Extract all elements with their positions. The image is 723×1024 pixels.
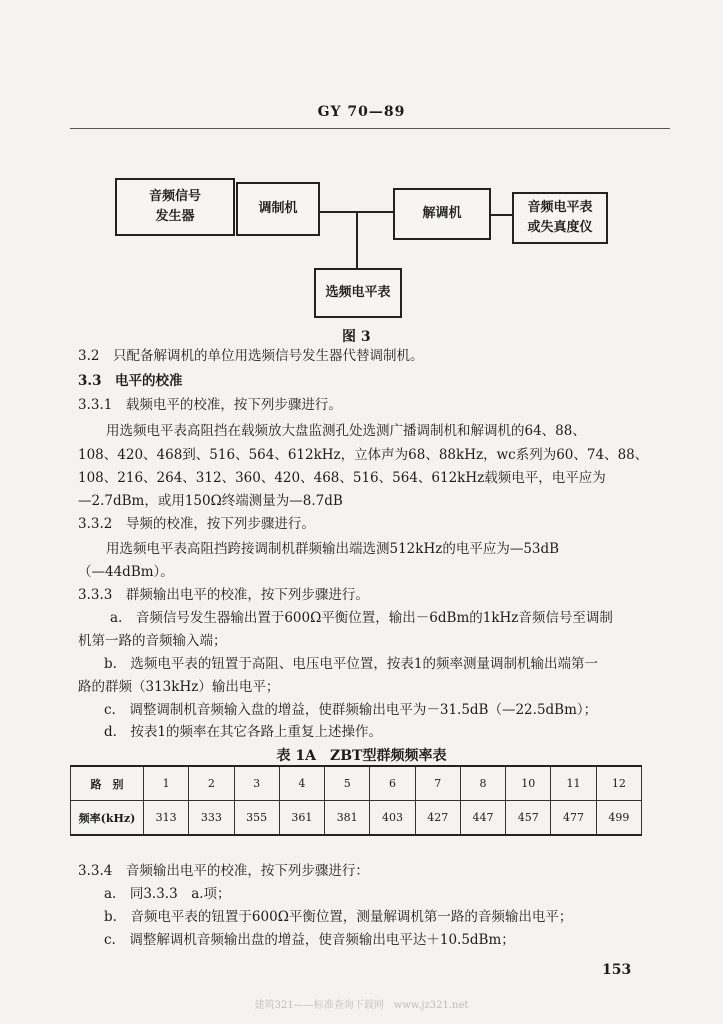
para-3-3-1-line4: —2.7dBm，或用150Ω终端测量为—8.7dB [78,493,343,509]
demodulator-label: 解调机 [422,206,462,221]
table-row-channels [71,766,642,801]
heading-3-3: 3.3 电平的校准 [78,373,183,389]
table-title: 表 1A ZBT型群频频率表 [276,748,447,764]
channel-cell: 2 [189,766,234,801]
frequency-cell: 403 [370,801,415,836]
para-3-3-1-line3: 108、216、264、312、360、420、468、516、564、612kHz载频电平，电平应为 [78,470,606,486]
demodulator-box [393,188,491,240]
item-334-c: c. 调整解调机音频输出盘的增益，使音频输出电平达＋10.5dBm； [104,932,515,948]
channel-cell: 4 [279,766,324,801]
table-row-frequencies [71,801,642,836]
frequency-cell: 361 [279,801,324,836]
frequency-cell: 457 [506,801,551,836]
heading-3-3-3: 3.3.3 群频输出电平的校准，按下列步骤进行。 [78,587,369,603]
channel-cell: 12 [596,766,641,801]
channel-cell: 10 [506,766,551,801]
para-3-2: 3.2 只配备解调机的单位用选频信号发生器代替调制机。 [78,348,424,364]
channel-cell: 5 [325,766,370,801]
channel-cell: 8 [460,766,505,801]
row-header-channel: 路 别 [71,766,144,801]
para-3-3-1-line1: 用选频电平表高阻挡在载频放大盘监测孔处选测广播调制机和解调机的64、88、 [106,423,586,439]
channel-cell: 11 [551,766,596,801]
channel-cell: 3 [234,766,279,801]
frequency-cell: 477 [551,801,596,836]
page-number: 153 [602,962,632,978]
item-b-line2: 路的群频（313kHz）输出电平； [78,679,280,695]
footer-watermark: 建筑321——标准查询下载网 www.jz321.net [254,1000,469,1011]
heading-3-3-4: 3.3.4 音频输出电平的校准，按下列步骤进行： [78,863,369,879]
heading-3-3-1: 3.3.1 载频电平的校准，按下列步骤进行。 [78,397,342,413]
item-a-line1: a. 音频信号发生器输出置于600Ω平衡位置，输出－6dBm的1kHz音频信号至调制 [110,610,613,626]
figure-caption: 图 3 [342,329,371,345]
audio-generator-label-1: 音频信号 [148,189,201,204]
frequency-table [70,765,642,836]
item-a-line2: 机第一路的音频输入端； [78,633,227,649]
frequency-cell: 499 [596,801,641,836]
modulator-box [236,182,320,236]
audio-level-meter-box [512,192,608,244]
audio-signal-generator-box [115,178,235,236]
meter-label-2: 或失真度仪 [527,220,593,235]
connector-tap-down [356,211,358,268]
header-rule [70,128,670,129]
connector-demodulator-meter [491,214,512,216]
para-3-3-2-line1: 用选频电平表高阻挡跨接调制机群频输出端选测512kHz的电平应为—53dB [106,541,560,557]
heading-3-3-2: 3.3.2 导频的校准，按下列步骤进行。 [78,516,315,532]
meter-label-1: 音频电平表 [527,200,593,215]
item-b-line1: b. 选频电平表的钮置于高阻、电压电平位置，按表1的频率测量调制机输出端第一 [104,656,599,672]
selective-level-meter-box [314,268,402,318]
frequency-cell: 333 [189,801,234,836]
selective-meter-label: 选频电平表 [325,285,391,300]
channel-cell: 6 [370,766,415,801]
item-334-b: b. 音频电平表的钮置于600Ω平衡位置，测量解调机第一路的音频输出电平； [104,909,573,925]
channel-cell: 1 [144,766,189,801]
modulator-label: 调制机 [258,201,298,216]
channel-cell: 7 [415,766,460,801]
frequency-cell: 447 [460,801,505,836]
frequency-cell: 313 [144,801,189,836]
frequency-cell: 427 [415,801,460,836]
item-334-a: a. 同3.3.3 a.项； [104,886,231,902]
frequency-cell: 355 [234,801,279,836]
item-c: c. 调整调制机音频输入盘的增益，使群频输出电平为－31.5dB（—22.5dBm）； [104,702,598,718]
para-3-3-1-line2: 108、420、468到、516、564、612kHz，立体声为68、88kHz，wc系列为60、74、88、 [78,447,649,463]
audio-generator-label-2: 发生器 [155,209,195,224]
page-header: GY 70—89 [317,104,406,120]
row-header-frequency: 频率(kHz) [71,801,144,836]
frequency-cell: 381 [325,801,370,836]
para-3-3-2-line2: （—44dBm）。 [78,564,174,580]
item-d: d. 按表1的频率在其它各路上重复上述操作。 [104,724,383,740]
